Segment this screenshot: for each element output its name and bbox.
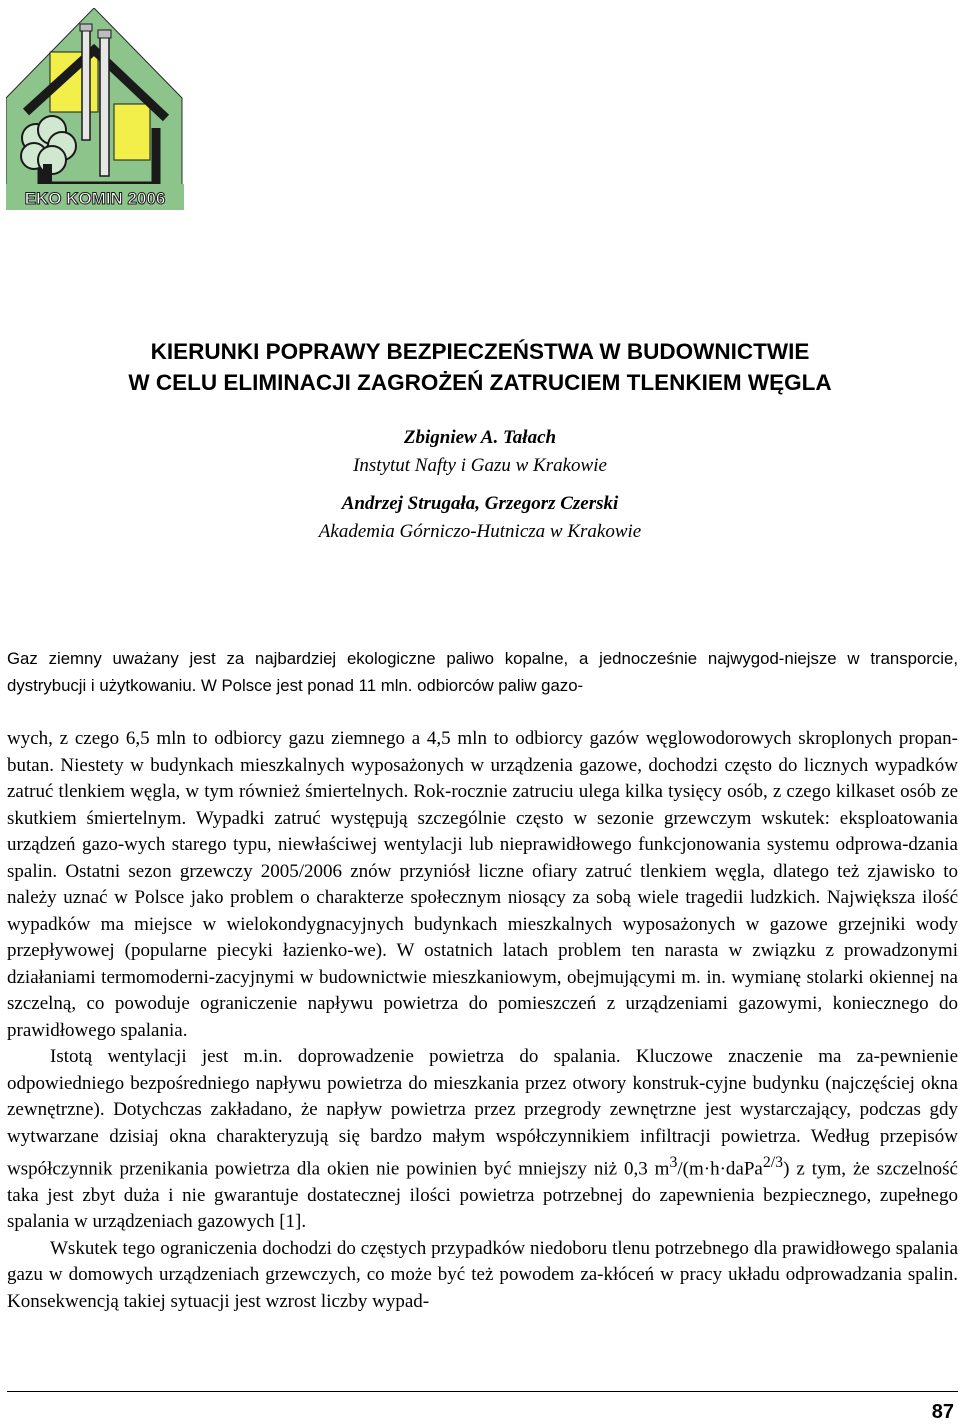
paragraph-3: Wskutek tego ograniczenia dochodzi do częstych przypadków niedoboru tlenu potrzebnego dla prawidłowego spalania gazu w domowych urządzeniach grzewczych, co może być też powodem za-kłóceń w pracy układu odprowadzania spalin. Konsekwencją takiej sytuacji jest wzrost liczby wypad-: [7, 1237, 958, 1312]
footer-rule: [7, 1391, 958, 1392]
logo-text: EKO KOMIN 2006: [24, 189, 166, 208]
author-names-2: Andrzej Strugała, Grzegorz Czerski: [341, 493, 619, 514]
eko-komin-logo: [6, 8, 184, 210]
page-number: 87: [931, 1401, 954, 1423]
author-affiliation-1: Instytut Nafty i Gazu w Krakowie: [353, 455, 607, 476]
paragraph-2-text: Istotą wentylacji jest m.in. doprowadzenie powietrza do spalania. Kluczowe znaczenie ma za-pewnienie odpowiedniego bezpośredniego napływu powietrza do mieszkania przez otwory konstruk-cyjne budynku (najczęściej okna zewnętrzne). Dotychczas zakładano, że napływ powietrza przez przegrody zewnętrzne jest wystarczający, podczas gdy wytwarzane dzisiaj okna charakteryzują się bardzo małym współczynnikiem infiltracji powietrza. Według przepisów współczynnik przenikania powietrza dla okien nie powinien być mniejszy niż 0,3 m: [7, 1046, 958, 1180]
body-text: [7, 726, 958, 1315]
abstract-text: Gaz ziemny uważany jest za najbardziej ekologiczne paliwo kopalne, a jednocześnie najwygod-niejsze w transporcie, dystrybucji i użytkowaniu. W Polsce jest ponad 11 mln. odbiorców paliw gazo-: [7, 649, 958, 695]
unit-exponent-2-3: 2/3: [762, 1154, 784, 1171]
title-line-2: W CELU ELIMINACJI ZAGROŻEŃ ZATRUCIEM TLENKIEM WĘGLA: [128, 370, 832, 395]
unit-exponent-3: 3: [669, 1154, 678, 1171]
author-affiliation-2: Akademia Górniczo-Hutnicza w Krakowie: [318, 521, 642, 542]
paragraph-2-text-end: ) z tym, że szczelność taka jest zbyt duża i nie gwarantuje dostatecznej ilości powietrza potrzebnej do zapewnienia bezpiecznego, zupełnego spalania w urządzeniach gazowych [1].: [7, 1158, 958, 1233]
paragraph-1: wych, z czego 6,5 mln to odbiorcy gazu ziemnego a 4,5 mln to odbiorcy gazów węglowodorowych skroplonych propan-butan. Niestety w budynkach mieszkalnych wyposażonych w urządzenia gazowe, dochodzi często do licznych wypadków zatruć tlenkiem węgla, w tym również śmiertelnych. Rok-rocznie zatruciu ulega kilka tysięcy osób, z czego kilkaset osób ze skutkiem śmiertelnym. Wypadki zatruć występują szczególnie często w sezonie grzewczym wskutek: eksploatowania urządzeń gazo-wych starego typu, niewłaściwej wentylacji lub nieprawidłowego funkcjonowania systemu odprowa-dzania spalin. Ostatni sezon grzewczy 2005/2006 znów przyniósł liczne ofiary zatruć tlenkiem węgla, dlatego też zjawisko to należy uznać w Polsce jako problem o charakterze społecznym niosący za sobą wiele tragedii ludzkich. Największa ilość wypadków ma miejsce w wielokondygnacyjnych budynkach mieszkalnych wyposażonych w gazowe grzejniki wody przepływowej (popularne piecyki łazienko-we). W ostatnich latach problem ten narasta w związku z prowadzonymi działaniami termomoderni-zacyjnymi w budownictwie mieszkaniowym, obejmującymi m. in. wymianę stolarki okiennej na szczelną, co powoduje ograniczenie napływu powietrza do pomieszczeń z urządzeniami gazowymi, koniecznego do prawidłowego spalania.: [7, 728, 958, 1041]
author-names-1: Zbigniew A. Tałach: [403, 427, 557, 448]
title-line-1: KIERUNKI POPRAWY BEZPIECZEŃSTWA W BUDOWNICTWIE: [150, 339, 810, 364]
paragraph-2: [7, 1044, 958, 1236]
unit-text: /(m·h·daPa: [677, 1158, 763, 1180]
